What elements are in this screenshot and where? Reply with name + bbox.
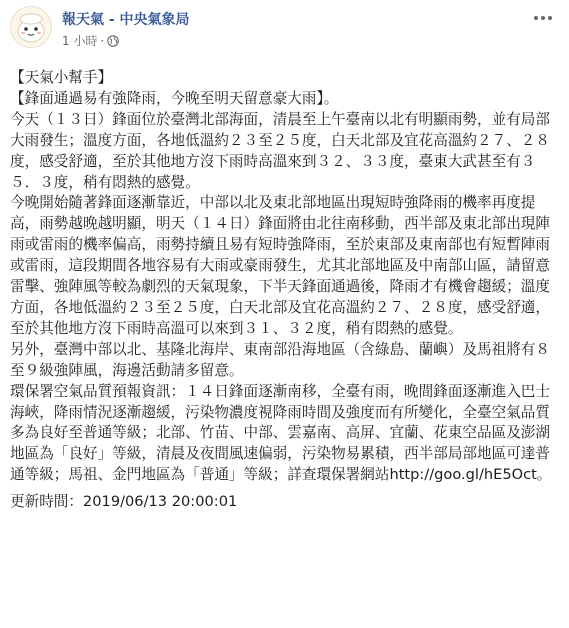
globe-icon[interactable] — [107, 35, 119, 47]
updated-time: 更新時間：2019/06/13 20:00:01 — [10, 493, 238, 511]
post-body — [10, 68, 562, 513]
post-time[interactable]: 1 小時 — [62, 34, 98, 48]
page-avatar[interactable] — [10, 6, 52, 48]
post-subheading: 【鋒面通過易有強降雨，今晚至明天留意豪大雨】。 — [10, 89, 339, 107]
more-icon — [531, 8, 555, 28]
post-meta — [62, 32, 119, 49]
post-header — [0, 0, 569, 62]
paragraph-air-quality: 環保署空氣品質預報資訊：１４日鋒面逐漸南移，全臺有雨，晚間鋒面逐漸進入巴士海峽，降雨情況逐漸趨緩，污染物濃度視降雨時間及強度而有所變化，全臺空氣品質多為良好至普通等級；北部、竹苗、中部、雲嘉南、高屏、宜蘭、花東空品區及澎湖地區為「良好」等級，清晨及夜間風速偏弱，污染物易累積，西半部局部地區可達普通等級；馬祖、金門地區為「普通」等級；詳查環保署網站http://goo.gl/hE5Oct。 — [10, 382, 552, 484]
post-heading: 【天氣小幫手】 — [10, 69, 113, 86]
more-options-button[interactable] — [531, 8, 555, 28]
page-name-link[interactable]: 報天氣 - 中央氣象局 — [62, 12, 190, 28]
paragraph-wind: 另外，臺灣中部以北、基隆北海岸、東南部沿海地區（含綠島、蘭嶼）及馬祖將有８至９級強陣風，海邊活動請多留意。 — [10, 340, 550, 379]
mascot-icon — [11, 7, 51, 47]
paragraph-forecast: 今晚開始隨著鋒面逐漸靠近，中部以北及東北部地區出現短時強降雨的機率再度提高，雨勢越晚越明顯，明天（１４日）鋒面將由北往南移動，西半部及東北部出現陣雨或雷雨的機率偏高，雨勢持續且易有短時強降雨，至於東部及東南部也有短暫陣雨或雷雨，這段期間各地容易有大雨或豪雨發生，尤其北部地區及中南部山區，請留意雷擊、強陣風等較為劇烈的天氣現象，下半天鋒面通過後，降雨才有機會趨緩；溫度方面，各地低溫約２３至２５度，白天北部及宜花高溫約２７、２８度，感受舒適，至於其他地方沒下雨時高溫可以來到３１、３２度，稍有悶熱的感覺。 — [10, 194, 550, 337]
paragraph-today: 今天（１３日）鋒面位於臺灣北部海面，清晨至上午臺南以北有明顯雨勢，並有局部大雨發生；溫度方面，各地低溫約２３至２５度，白天北部及宜花高溫約２７、２８度，感受舒適，至於其他地方沒下雨時高溫來到３２、３３度，臺東大武甚至有３５．３度，稍有悶熱的感覺。 — [10, 110, 550, 191]
meta-separator: · — [100, 33, 105, 48]
